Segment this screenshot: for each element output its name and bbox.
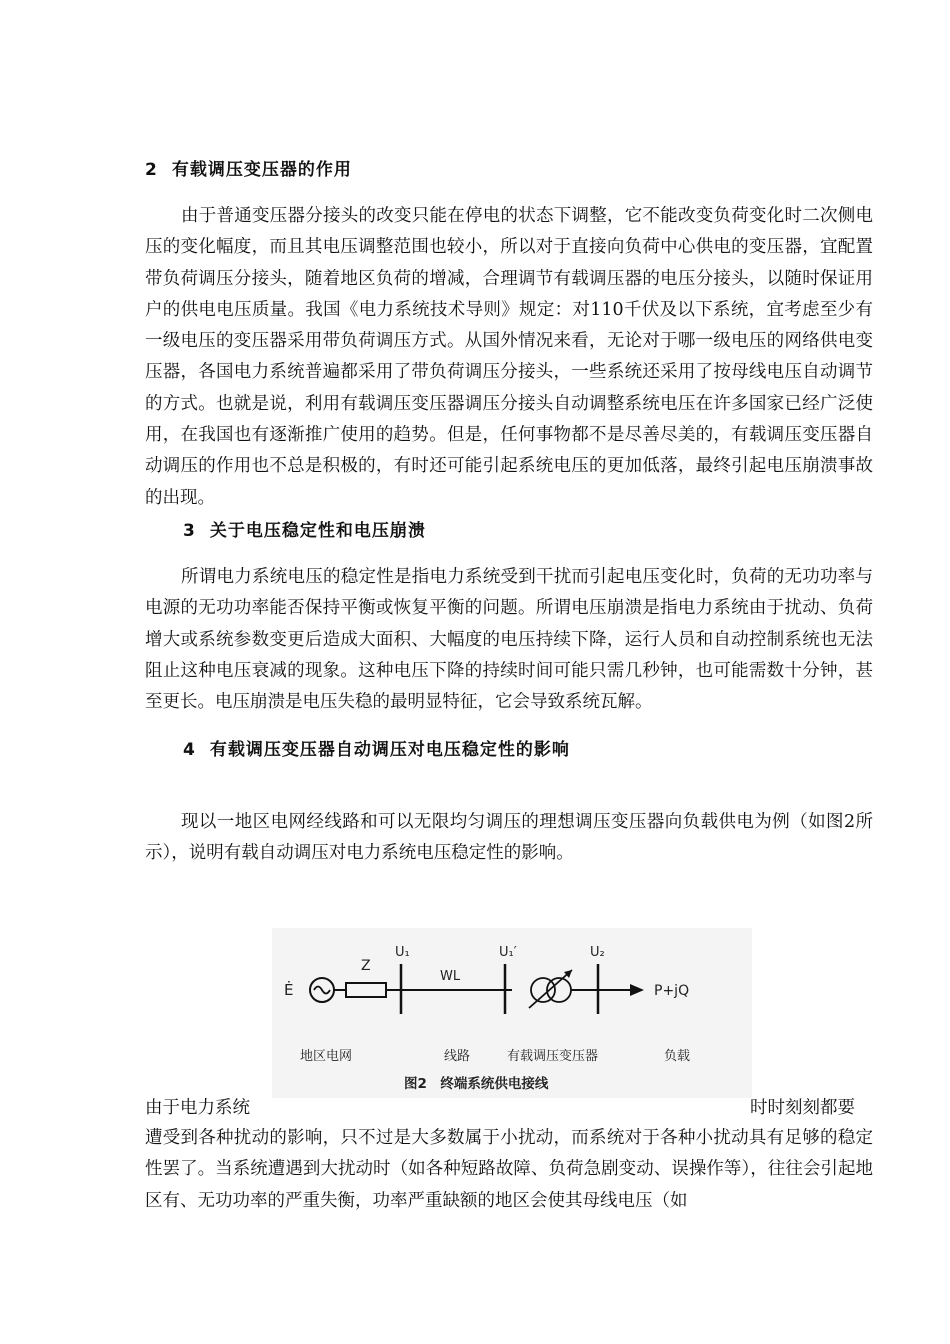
bus-u2-label: U₂ [590,945,605,960]
section-2-paragraph: 由于普通变压器分接头的改变只能在停电的状态下调整，它不能改变负荷变化时二次侧电压的变化幅度，而且其电压调整范围也较小，所以对于直接向负荷中心供电的变压器，宜配置带负荷调压分接头，随着地区负荷的增减，合理调节有载调压器的电压分接头，以随时保证用户的供电电压质量。我国《电力系统技术导则》规定：对110千伏及以下系统，宜考虑至少有一级电压的变压器采用带负荷调压方式。从国外情况来看，无论对于哪一级电压的网络供电变压器，各国电力系统普遍都采用了带负荷调压分接头，一些系统还采用了按母线电压自动调节的方式。也就是说，利用有载调压变压器调压分接头自动调整系统电压在许多国家已经广泛使用，在我国也有逐渐推广使用的趋势。但是，任何事物都不是尽善尽美的，有载调压变压器自动调压的作用也不总是积极的，有时还可能引起系统电压的更加低落，最终引起电压崩溃事故的出现。 [145,206,873,508]
continuation-right-fragment: 时时刻刻都要 [750,1098,855,1118]
sine-wave-icon [314,987,330,994]
label-transformer: 有载调压变压器 [507,1049,599,1064]
section-3-paragraph: 所谓电力系统电压的稳定性是指电力系统受到干扰而引起电压变化时，负荷的无功功率与电源的无功功率能否保持平衡或恢复平衡的问题。所谓电压崩溃是指电力系统由于扰动、负荷增大或系统参数变更后造成大面积、大幅度的电压持续下降，运行人员和自动控制系统也无法阻止这种电压衰减的现象。这种电压下降的持续时间可能只需几秒钟，也可能需数十分钟，甚至更长。电压崩溃是电压失稳的最明显特征，它会导致系统瓦解。 [145,567,873,713]
impedance-label: Z [361,958,371,974]
figure-2-wiring-diagram [272,928,752,1098]
label-line: 线路 [444,1049,471,1064]
bus-u1-label: U₁ [395,945,410,960]
section-2-heading [145,155,352,180]
circuit-diagram [272,928,752,1098]
section-4-paragraph: 现以一地区电网经线路和可以无限均匀调压的理想调压变压器向负载供电为例（如图2所示），说明有载自动调压对电力系统电压稳定性的影响。 [145,812,873,864]
continuation-left-fragment: 由于电力系统 [145,1098,250,1118]
section-3-heading [183,516,426,541]
label-grid: 地区电网 [300,1049,353,1064]
tap-changer-arrow-icon [529,970,572,1008]
line-wl-label: WL [440,969,461,984]
section-title: 关于电压稳定性和电压崩溃 [209,521,426,541]
bus-u1prime-label: U₁′ [499,945,517,960]
section-4-heading [183,735,570,760]
section-number: 2 [145,160,158,180]
load-arrow-icon [630,984,644,996]
figure-caption: 图2 终端系统供电接线 [404,1076,549,1092]
load-power-label: P+jQ [654,983,690,999]
impedance-resistor-icon [346,983,386,997]
section-title: 有载调压变压器的作用 [171,160,352,180]
section-number: 4 [183,740,196,760]
source-emf-label: Ė [284,981,294,999]
section-number: 3 [183,521,196,541]
label-load: 负载 [664,1049,691,1064]
continuation-paragraph: 遭受到各种扰动的影响，只不过是大多数属于小扰动，而系统对于各种小扰动具有足够的稳定性罢了。当系统遭遇到大扰动时（如各种短路故障、负荷急剧变动、误操作等），往往会引起地区有、无功功率的严重失衡，功率严重缺额的地区会使其母线电压（如 [145,1128,873,1211]
section-title: 有载调压变压器自动调压对电压稳定性的影响 [209,740,570,760]
